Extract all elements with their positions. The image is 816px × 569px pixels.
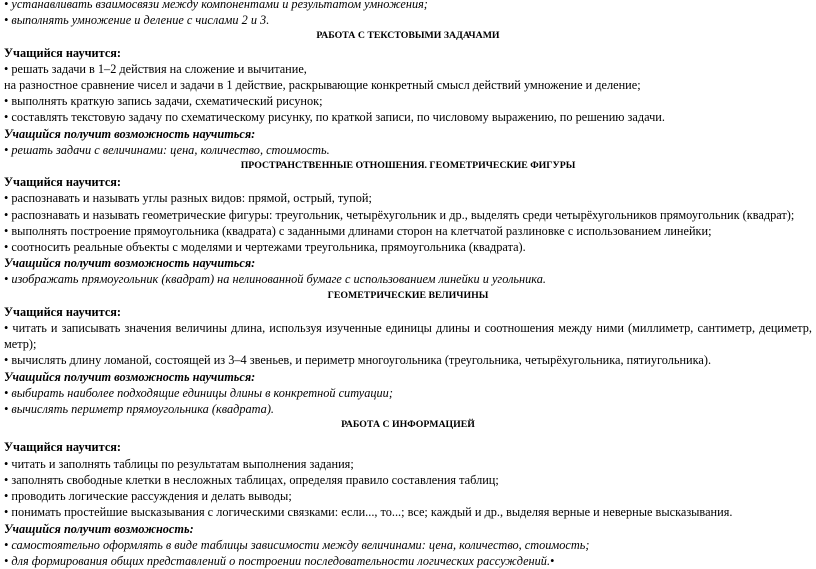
list-item: • составлять текстовую задачу по схематическому рисунку, по краткой записи, по числовому выражению, по решению задачи.	[4, 110, 665, 125]
list-item: • проводить логические рассуждения и делать выводы;	[4, 489, 292, 504]
list-item: • читать и записывать значения величины длина, используя изученные единицы длины и соотношения между ними (миллиметр, сантиметр, дециметр, метр);	[4, 321, 812, 352]
list-item: • изображать прямоугольник (квадрат) на нелинованной бумаге с использованием линейки и угольника.	[4, 272, 546, 287]
list-item: • заполнять свободные клетки в несложных таблицах, определяя правило составления таблиц;	[4, 472, 499, 487]
list-item: • для формирования общих представлений о построении последовательности логических рассуждений.•	[4, 553, 555, 568]
section-heading-geometry-figures: ПРОСТРАНСТВЕННЫЕ ОТНОШЕНИЯ. ГЕОМЕТРИЧЕСКИЕ ФИГУРЫ	[240, 160, 576, 172]
list-item: • соотносить реальные объекты с моделями и чертежами треугольника, прямоугольника (квадрата).	[4, 240, 526, 255]
list-item: • выбирать наиболее подходящие единицы длины в конкретной ситуации;	[4, 385, 393, 400]
learn-label: Учащийся научится:	[4, 304, 122, 319]
section-heading-geometric-quantities: ГЕОМЕТРИЧЕСКИЕ ВЕЛИЧИНЫ	[327, 289, 489, 301]
list-item: на разностное сравнение чисел и задачи в 1 действие, раскрывающие конкретный смысл действий умножение и деление;	[4, 78, 641, 93]
list-item: • самостоятельно оформлять в виде таблицы зависимости между величинами: цена, количество, стоимость;	[4, 537, 590, 552]
list-item: • решать задачи с величинами: цена, количество, стоимость.	[4, 142, 330, 157]
list-item: • читать и заполнять таблицы по результатам выполнения задания;	[4, 456, 354, 471]
intro-line-2: • выполнять умножение и деление с числами 2 и 3.	[4, 13, 270, 28]
list-item: • вычислять длину ломаной, состоящей из 3–4 звеньев, и периметр многоугольника (треугольника, четырёхугольника, пятиугольника).	[4, 353, 712, 368]
list-item: • выполнять краткую запись задачи, схематический рисунок;	[4, 94, 323, 109]
opportunity-label: Учащийся получит возможность:	[4, 521, 194, 536]
section-heading-information: РАБОТА С ИНФОРМАЦИЕЙ	[341, 419, 475, 431]
intro-line-1: • устанавливать взаимосвязи между компонентами и результатом умножения;	[4, 0, 428, 11]
opportunity-label: Учащийся получит возможность научиться:	[4, 256, 256, 271]
learn-label: Учащийся научится:	[4, 440, 122, 455]
learn-label: Учащийся научится:	[4, 175, 122, 190]
list-item: • понимать простейшие высказывания с логическими связками: если..., то...; все; каждый и др., выделяя верные и неверные высказывания.	[4, 505, 733, 520]
learn-label: Учащийся научится:	[4, 45, 122, 60]
list-item: • распознавать и называть углы разных видов: прямой, острый, тупой;	[4, 191, 372, 206]
list-item: • вычислять периметр прямоугольника (квадрата).	[4, 402, 274, 417]
opportunity-label: Учащийся получит возможность научиться:	[4, 126, 256, 141]
opportunity-label: Учащийся получит возможность научиться:	[4, 369, 256, 384]
section-heading-text-tasks: РАБОТА С ТЕКСТОВЫМИ ЗАДАЧАМИ	[316, 30, 500, 42]
list-item: • распознавать и называть геометрические фигуры: треугольник, четырёхугольник и др., выделять среди четырёхугольников прямоугольник (квадрат);	[4, 207, 795, 222]
list-item: • выполнять построение прямоугольника (квадрата) с заданными длинами сторон на клетчатой разлиновке с использованием линейки;	[4, 223, 712, 238]
list-item: • решать задачи в 1–2 действия на сложение и вычитание,	[4, 61, 307, 76]
